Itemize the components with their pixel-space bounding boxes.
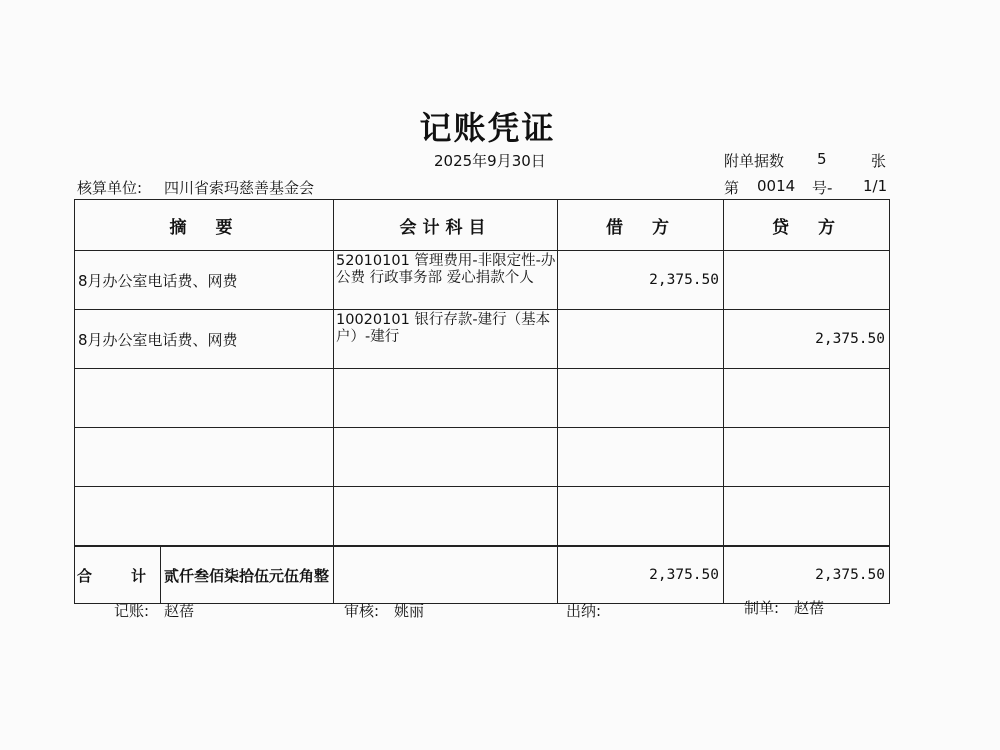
total-cell xyxy=(75,546,334,604)
voucher-title: 记账凭证 xyxy=(419,109,556,147)
table-row xyxy=(75,487,890,547)
total-subject-cell xyxy=(334,546,558,604)
entry-subject: 10020101 银行存款-建行（基本户）-建行 xyxy=(334,310,558,369)
attachments-unit: 张 xyxy=(871,152,887,170)
entry-debit xyxy=(558,310,724,369)
total-label: 合 计 xyxy=(75,547,161,603)
column-header-summary: 摘 要 xyxy=(75,200,334,251)
entry-summary: 8月办公室电话费、网费 xyxy=(75,310,334,369)
total-debit: 2,375.50 xyxy=(558,546,724,604)
entry-credit: 2,375.50 xyxy=(724,310,890,369)
accounting-unit-name: 四川省索玛慈善基金会 xyxy=(164,179,315,197)
entry-debit xyxy=(558,369,724,428)
table-row xyxy=(75,428,890,487)
bookkeeper-signature: 记账: 赵蓓 xyxy=(114,602,195,620)
table-header-row xyxy=(75,200,890,251)
entry-debit: 2,375.50 xyxy=(558,251,724,310)
column-header-debit: 借 方 xyxy=(558,200,724,251)
accounting-unit-label: 核算单位: xyxy=(77,179,143,197)
voucher-table xyxy=(74,199,890,604)
voucher-page-number: 1/1 xyxy=(863,177,888,195)
column-header-credit: 贷 方 xyxy=(724,200,890,251)
total-row xyxy=(75,546,890,604)
entry-subject xyxy=(334,428,558,487)
total-credit: 2,375.50 xyxy=(724,546,890,604)
attachments-count: 5 xyxy=(817,150,827,168)
total-amount-in-words: 贰仟叁佰柒拾伍元伍角整 xyxy=(164,566,330,585)
column-header-subject: 会计科目 xyxy=(334,200,558,251)
table-row xyxy=(75,251,890,310)
entry-debit xyxy=(558,487,724,547)
table-row xyxy=(75,369,890,428)
attachments-label: 附单据数 xyxy=(724,152,785,170)
voucher-no-prefix: 第 xyxy=(724,179,740,197)
entry-debit xyxy=(558,428,724,487)
entry-subject: 52010101 管理费用-非限定性-办公费 行政事务部 爱心捐款个人 xyxy=(334,251,558,310)
reviewer-signature: 审核: 姚丽 xyxy=(344,602,425,620)
voucher-no-value: 0014 xyxy=(757,177,796,195)
entry-subject xyxy=(334,487,558,547)
entry-credit xyxy=(724,428,890,487)
entry-credit xyxy=(724,487,890,547)
entry-credit xyxy=(724,251,890,310)
preparer-signature: 制单: 赵蓓 xyxy=(744,599,825,617)
entry-credit xyxy=(724,369,890,428)
table-row xyxy=(75,310,890,369)
cashier-signature: 出纳: xyxy=(566,602,602,620)
voucher-no-suffix: 号- xyxy=(812,179,833,197)
entry-summary xyxy=(75,369,334,428)
entry-summary xyxy=(75,487,334,547)
entry-summary xyxy=(75,428,334,487)
voucher-date: 2025年9月30日 xyxy=(434,152,546,170)
entry-subject xyxy=(334,369,558,428)
entry-summary: 8月办公室电话费、网费 xyxy=(75,251,334,310)
